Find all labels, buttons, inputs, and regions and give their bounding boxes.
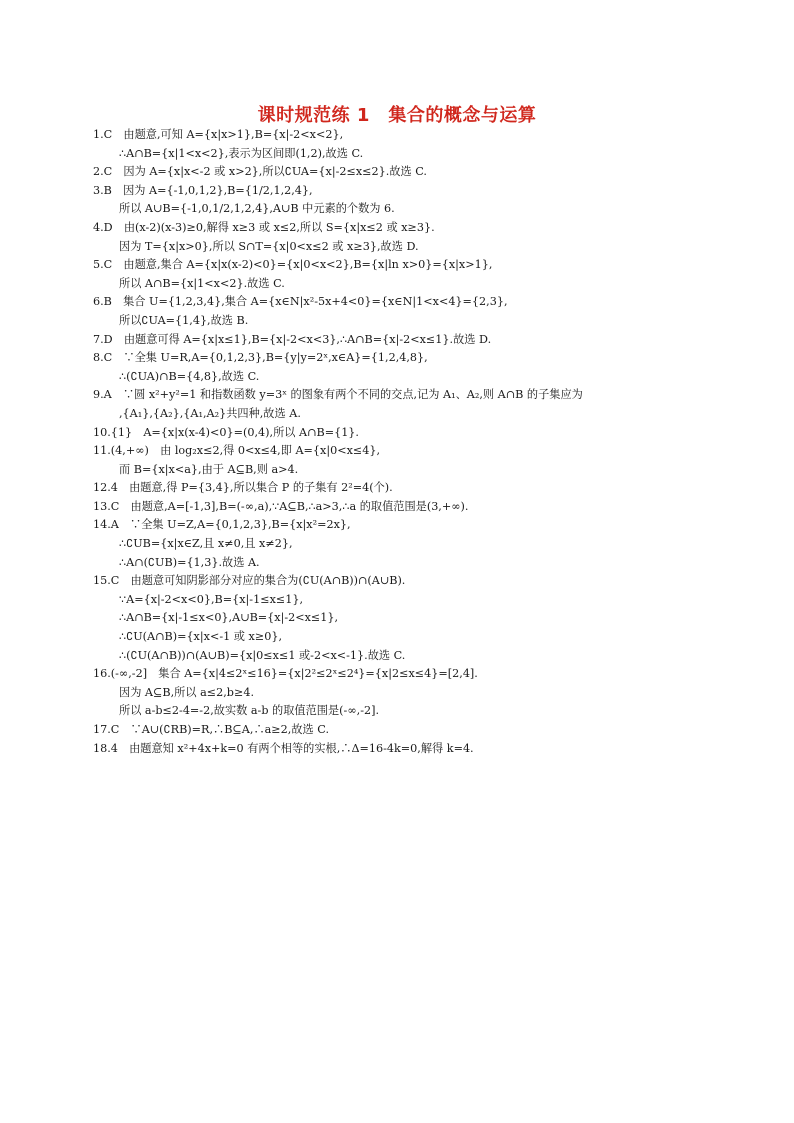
answer-line: ∴A∩B={x|-1≤x<0},A∪B={x|-2<x≤1}, xyxy=(119,611,339,625)
answer-line: ,{A₁},{A₂},{A₁,A₂}共四种,故选 A. xyxy=(119,406,301,420)
answer-line: 7.D 由题意可得 A={x|x≤1},B={x|-2<x<3},∴A∩B={x|-2<x≤1}.故选 D. xyxy=(93,332,492,346)
answer-line: ∴(∁U(A∩B))∩(A∪B)={x|0≤x≤1 或-2<x<-1}.故选 C. xyxy=(119,648,406,662)
answer-line: 5.C 由题意,集合 A={x|x(x-2)<0}={x|0<x<2},B={x|ln x>0}={x|x>1}, xyxy=(93,258,493,272)
answer-line: ∴A∩(∁UB)={1,3}.故选 A. xyxy=(119,555,260,569)
answer-line: 因为 A⊆B,所以 a≤2,b≥4. xyxy=(119,685,255,699)
answer-line: 所以 A∩B={x|1<x<2}.故选 C. xyxy=(119,276,285,290)
answer-line: 2.C 因为 A={x|x<-2 或 x>2},所以∁UA={x|-2≤x≤2}.故选 C. xyxy=(93,165,427,179)
answer-line: 所以 a-b≤2-4=-2,故实数 a-b 的取值范围是(-∞,-2]. xyxy=(119,704,380,718)
answer-line: 12.4 由题意,得 P={3,4},所以集合 P 的子集有 2²=4(个). xyxy=(93,481,393,495)
answer-line: 14.A ∵全集 U=Z,A={0,1,2,3},B={x|x²=2x}, xyxy=(93,518,351,532)
answer-line: 18.4 由题意知 x²+4x+k=0 有两个相等的实根,∴Δ=16-4k=0,解得 k=4. xyxy=(93,741,474,755)
answer-line: 而 B={x|x<a},由于 A⊆B,则 a>4. xyxy=(119,462,299,476)
answer-line: 8.C ∵全集 U=R,A={0,1,2,3},B={y|y=2ˣ,x∈A}={1,2,4,8}, xyxy=(93,351,428,365)
answer-line: 17.C ∵A∪(∁RB)=R,∴B⊆A,∴a≥2,故选 C. xyxy=(93,723,329,736)
answer-line: 10.{1} A={x|x(x-4)<0}=(0,4),所以 A∩B={1}. xyxy=(93,425,359,439)
page-title: 课时规范练 1 集合的概念与运算 xyxy=(257,105,537,126)
answer-line: ∴∁UB={x|x∈Z,且 x≠0,且 x≠2}, xyxy=(119,537,293,551)
answer-line: 16.(-∞,-2] 集合 A={x|4≤2ˣ≤16}={x|2²≤2ˣ≤2⁴}={x|2≤x≤4}=[2,4]. xyxy=(93,667,478,681)
answer-line: ∴(∁UA)∩B={4,8},故选 C. xyxy=(119,369,260,383)
answer-line: 11.(4,+∞) 由 log₂x≤2,得 0<x≤4,即 A={x|0<x≤4}, xyxy=(93,444,381,458)
answer-line: ∵A={x|-2<x<0},B={x|-1≤x≤1}, xyxy=(119,592,304,606)
answer-line: 4.D 由(x-2)(x-3)≥0,解得 x≥3 或 x≤2,所以 S={x|x≤2 或 x≥3}. xyxy=(93,220,435,234)
answer-line: 9.A ∵圆 x²+y²=1 和指数函数 y=3ˣ 的图象有两个不同的交点,记为 A₁、A₂,则 A∩B 的子集应为 xyxy=(93,388,583,402)
answer-line: 13.C 由题意,A=[-1,3],B=(-∞,a),∵A⊆B,∴a>3,∴a 的取值范围是(3,+∞). xyxy=(93,499,469,513)
answer-line: 15.C 由题意可知阴影部分对应的集合为(∁U(A∩B))∩(A∪B). xyxy=(93,574,406,588)
answer-line: 6.B 集合 U={1,2,3,4},集合 A={x∈N|x²-5x+4<0}={x∈N|1<x<4}={2,3}, xyxy=(93,295,508,309)
answer-line: ∴A∩B={x|1<x<2},表示为区间即(1,2),故选 C. xyxy=(119,146,364,160)
answer-line: 3.B 因为 A={-1,0,1,2},B={1/2,1,2,4}, xyxy=(93,183,313,197)
answer-line: 所以∁UA={1,4},故选 B. xyxy=(119,313,249,327)
answer-line: 因为 T={x|x>0},所以 S∩T={x|0<x≤2 或 x≥3},故选 D. xyxy=(119,239,419,253)
answer-line: 1.C 由题意,可知 A={x|x>1},B={x|-2<x<2}, xyxy=(93,128,344,141)
answer-list xyxy=(93,126,733,758)
answer-line: ∴∁U(A∩B)={x|x<-1 或 x≥0}, xyxy=(119,630,282,644)
answer-line: 所以 A∪B={-1,0,1/2,1,2,4},A∪B 中元素的个数为 6. xyxy=(119,202,395,216)
